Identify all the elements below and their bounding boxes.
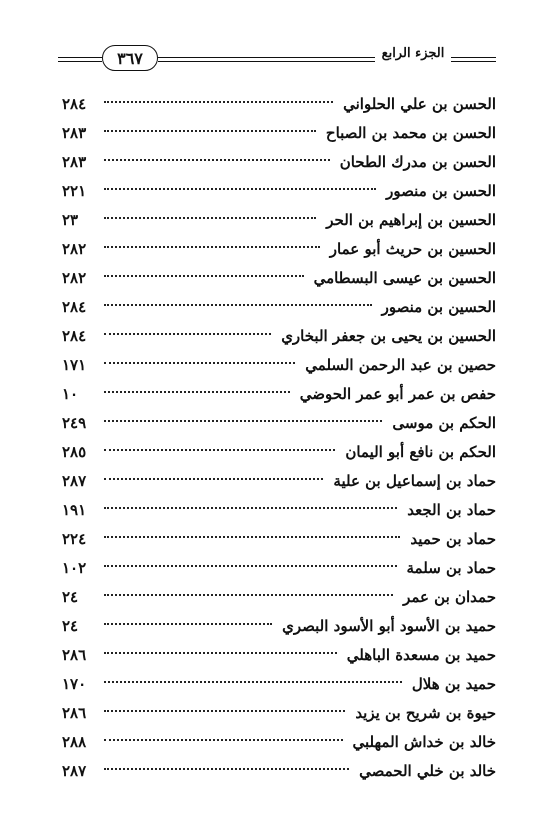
entry-page-number: ٢٨٤ [62, 298, 87, 316]
index-entry [62, 351, 496, 380]
entry-page-number: ٢٨٤ [62, 327, 87, 345]
entry-page-number: ٢٨٥ [62, 443, 87, 461]
index-entry [62, 438, 496, 467]
entry-name: الحسن بن مدرك الطحان [339, 153, 496, 171]
dot-leader [104, 710, 345, 712]
index-entry [62, 467, 496, 496]
entry-page-number: ٢٨٢ [62, 240, 87, 258]
entry-name: حميد بن مسعدة الباهلي [346, 646, 496, 664]
dot-leader [104, 652, 337, 654]
entry-page-number: ١٠٢ [62, 559, 87, 577]
index-entry [62, 206, 496, 235]
dot-leader [104, 536, 400, 538]
dot-leader [104, 681, 402, 683]
index-entry [62, 641, 496, 670]
index-entry [62, 728, 496, 757]
entry-page-number: ٢٨٦ [62, 646, 87, 664]
entry-name: الحكم بن نافع أبو اليمان [345, 443, 496, 461]
index-entry [62, 235, 496, 264]
entry-name: الحسين بن حريث أبو عمار [329, 240, 496, 258]
dot-leader [104, 449, 335, 451]
entry-name: حصين بن عبد الرحمن السلمي [305, 356, 496, 374]
index-entry [62, 380, 496, 409]
index-entry [62, 119, 496, 148]
index-entry [62, 583, 496, 612]
entry-page-number: ٢٨٣ [62, 153, 87, 171]
entry-page-number: ٢٤٩ [62, 414, 87, 432]
dot-leader [104, 188, 376, 190]
entry-page-number: ٢٨٨ [62, 733, 87, 751]
running-title: الجزء الرابع [381, 46, 445, 61]
header-rule [58, 61, 102, 62]
entry-name: حفص بن عمر أبو عمر الحوضي [299, 385, 496, 403]
page-number-badge [102, 45, 158, 71]
entry-name: حمدان بن عمر [403, 588, 496, 606]
dot-leader [104, 130, 316, 132]
index-entry [62, 699, 496, 728]
entry-name: الحسن بن علي الحلواني [343, 95, 496, 113]
entry-page-number: ٢٨٧ [62, 472, 87, 490]
entry-page-number: ١٧٠ [62, 675, 87, 693]
page-header [58, 42, 496, 76]
dot-leader [104, 101, 333, 103]
dot-leader [104, 217, 316, 219]
entry-name: الحسين بن إبراهيم بن الحر [326, 211, 496, 229]
dot-leader [104, 420, 382, 422]
dot-leader [104, 768, 349, 770]
header-rule [158, 61, 375, 62]
index-entry [62, 322, 496, 351]
index-entry [62, 177, 496, 206]
dot-leader [104, 333, 271, 335]
index-entry [62, 757, 496, 786]
dot-leader [104, 565, 397, 567]
header-rule [451, 57, 496, 58]
entry-name: الحسين بن يحيى بن جعفر البخاري [281, 327, 496, 345]
index-entry [62, 670, 496, 699]
dot-leader [104, 478, 323, 480]
index-entry [62, 409, 496, 438]
index-entries [62, 90, 496, 786]
entry-name: خالد بن خلي الحمصي [359, 762, 496, 780]
index-entry [62, 293, 496, 322]
entry-name: حماد بن الجعد [407, 501, 496, 519]
index-entry [62, 612, 496, 641]
index-entry [62, 525, 496, 554]
entry-page-number: ٢٨٦ [62, 704, 87, 722]
entry-name: حيوة بن شريح بن يزيد [355, 704, 496, 722]
index-entry [62, 496, 496, 525]
entry-name: حميد بن هلال [411, 675, 496, 693]
entry-page-number: ١٧١ [62, 356, 87, 374]
index-entry [62, 90, 496, 119]
dot-leader [104, 739, 343, 741]
index-entry [62, 148, 496, 177]
entry-name: حماد بن إسماعيل بن علية [333, 472, 496, 490]
index-entry [62, 264, 496, 293]
dot-leader [104, 362, 295, 364]
entry-page-number: ١٠ [62, 385, 79, 403]
entry-page-number: ٢٨٢ [62, 269, 87, 287]
entry-name: الحسن بن محمد بن الصباح [325, 124, 496, 142]
dot-leader [104, 246, 320, 248]
entry-page-number: ٢٨٤ [62, 95, 87, 113]
entry-name: الحكم بن موسى [392, 414, 496, 432]
entry-name: الحسين بن عيسى البسطامي [313, 269, 496, 287]
dot-leader [104, 594, 393, 596]
entry-page-number: ٢٨٧ [62, 762, 87, 780]
entry-page-number: ٢٢٤ [62, 530, 87, 548]
header-rule [158, 57, 375, 58]
entry-page-number: ٢٢١ [62, 182, 87, 200]
entry-page-number: ١٩١ [62, 501, 87, 519]
entry-page-number: ٢٤ [62, 617, 79, 635]
dot-leader [104, 507, 397, 509]
entry-name: حماد بن سلمة [406, 559, 496, 577]
dot-leader [104, 275, 304, 277]
entry-name: الحسن بن منصور [386, 182, 496, 200]
dot-leader [104, 304, 372, 306]
index-entry [62, 554, 496, 583]
header-rule [451, 61, 496, 62]
entry-name: الحسين بن منصور [381, 298, 496, 316]
dot-leader [104, 159, 330, 161]
page-number: ٣٦٧ [117, 48, 143, 68]
entry-page-number: ٢٣ [62, 211, 79, 229]
entry-name: حماد بن حميد [410, 530, 496, 548]
entry-name: خالد بن خداش المهلبي [352, 733, 496, 751]
dot-leader [104, 391, 290, 393]
header-rule [58, 57, 102, 58]
entry-name: حميد بن الأسود أبو الأسود البصري [282, 617, 496, 635]
dot-leader [104, 623, 272, 625]
entry-page-number: ٢٨٣ [62, 124, 87, 142]
entry-page-number: ٢٤ [62, 588, 79, 606]
